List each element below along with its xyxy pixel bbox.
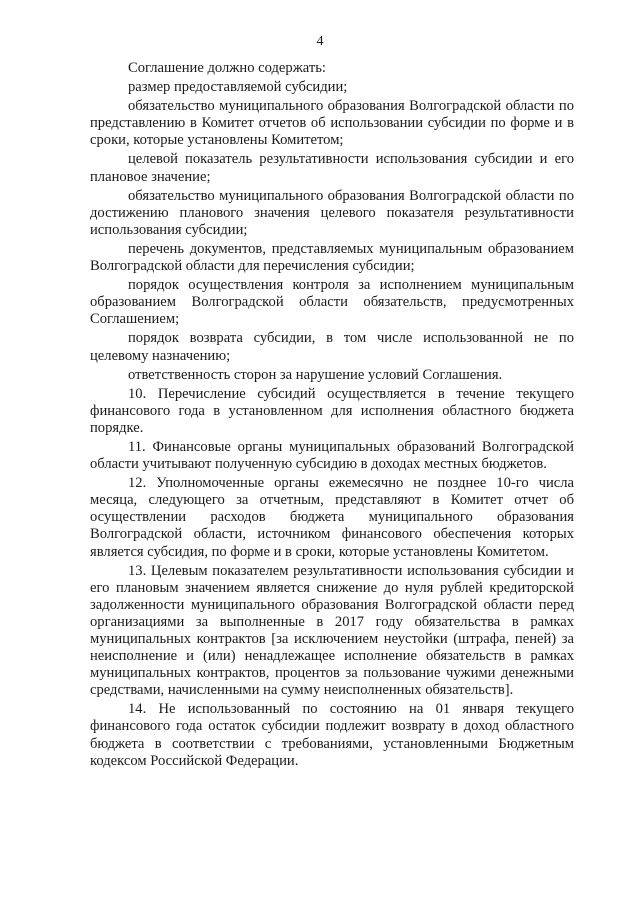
- paragraph-control-procedure: порядок осуществления контроля за исполнением муниципальным образованием Волгоградской области обязательств, предусмотренных Соглашением;: [90, 277, 574, 328]
- paragraph-item-14: 14. Не использованный по состоянию на 01 января текущего финансового года остаток субсидии подлежит возврату в доход областного бюджета в соответствии с требованиями, установленными Бюджетным кодексом Российской Федерации.: [90, 701, 574, 769]
- paragraph-documents-list: перечень документов, представляемых муниципальным образованием Волгоградской области для перечисления субсидии;: [90, 240, 574, 275]
- paragraph-return-procedure: порядок возврата субсидии, в том числе использованной не по целевому назначению;: [90, 330, 574, 364]
- page-number: 4: [316, 34, 324, 49]
- paragraph-target-indicator: целевой показатель результативности использования субсидии и его плановое значение;: [90, 151, 574, 185]
- paragraph-liability: ответственность сторон за нарушение условий Соглашения.: [128, 366, 503, 383]
- paragraph-item-13: 13. Целевым показателем результативности использования субсидии и его плановым значением является снижение до нуля рублей кредиторской задолженности муниципального образования Волгоградской области перед организациями за выполненные в 2017 году обязательства в рамках муниципальных контрактов [за исключением неустойки (штрафа, пеней) за неисполнение и (или) ненадлежащее исполнение обязательств в рамках муниципальных контрактов, процентов за пользование чужими денежными средствами, начисленными на сумму неисполненных обязательств].: [90, 562, 574, 699]
- paragraph-item-10: 10. Перечисление субсидий осуществляется в течение текущего финансового года в установленном для исполнения областного бюджета порядке.: [90, 385, 574, 436]
- paragraph-reporting-obligation: обязательство муниципального образования Волгоградской области по представлению в Комитет отчетов об использовании субсидии по форме и в сроки, которые установлены Комитетом;: [90, 98, 574, 149]
- paragraph-subsidy-amount: размер предоставляемой субсидии;: [128, 79, 348, 96]
- document-body: [90, 60, 574, 772]
- paragraph-achievement-obligation: обязательство муниципального образования Волгоградской области по достижению планового значения целевого показателя результативности использования субсидии;: [90, 187, 574, 238]
- paragraph-item-12: 12. Уполномоченные органы ежемесячно не позднее 10-го числа месяца, следующего за отчетным, представляют в Комитет отчет об осуществлении расходов бюджета муниципального образования Волгоградской области, источником финансового обеспечения которых является субсидия, по форме и в сроки, которые установлены Комитетом.: [90, 475, 574, 560]
- paragraph-item-11: 11. Финансовые органы муниципальных образований Волгоградской области учитывают полученную субсидию в доходах местных бюджетов.: [90, 438, 574, 473]
- paragraph-agreement-contents: Соглашение должно содержать:: [128, 60, 326, 76]
